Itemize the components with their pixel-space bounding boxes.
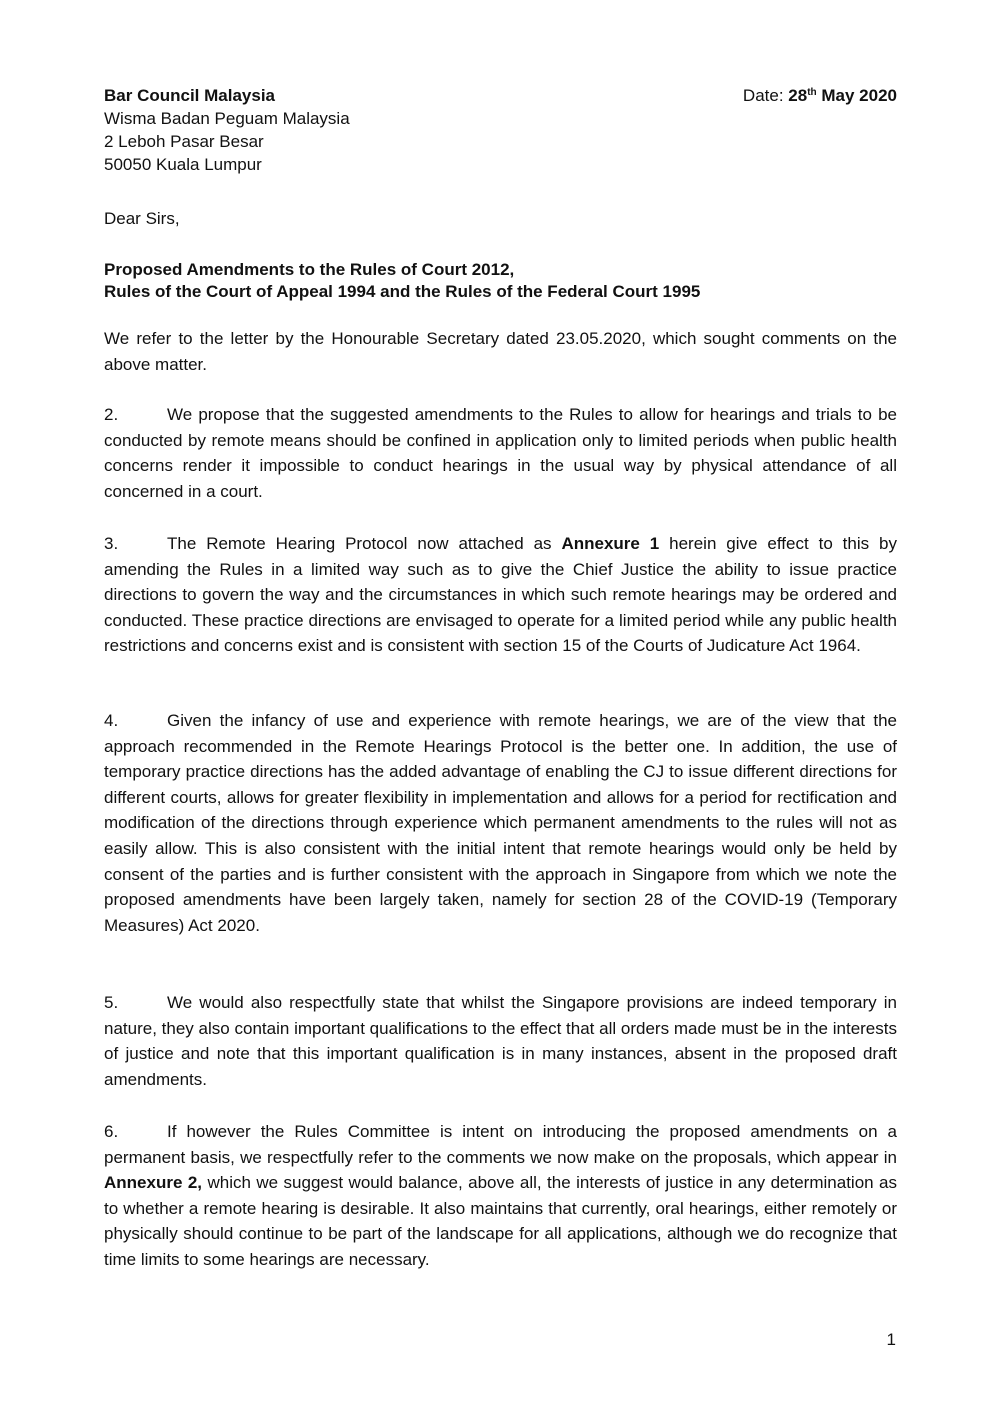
annexure-1-reference: Annexure 1: [561, 534, 660, 553]
paragraph-text: We propose that the suggested amendments to the Rules to allow for hearings and trials to be conducted by remote means should be confined in application only to limited periods when public health concerns render it impossible to conduct hearings in the usual way by physical attendance of all concerned in a court.: [104, 405, 897, 501]
paragraph-1: We refer to the letter by the Honourable Secretary dated 23.05.2020, which sought comments on the above matter.: [104, 329, 897, 374]
annexure-2-reference: Annexure 2,: [104, 1173, 203, 1193]
address-line-2: 2 Leboh Pasar Besar: [104, 132, 264, 151]
paragraph-5: [104, 990, 897, 1092]
subject-line-2: Rules of the Court of Appeal 1994 and the Rules of the Federal Court 1995: [104, 282, 701, 301]
letter-date: [743, 84, 897, 107]
date-day: 28: [788, 86, 808, 105]
subject-line-1: Proposed Amendments to the Rules of Court 2012,: [104, 260, 515, 279]
paragraph-3: [104, 531, 897, 659]
paragraph-text-start: The Remote Hearing Protocol now attached as: [167, 534, 562, 553]
date-suffix: th: [807, 87, 817, 98]
paragraph-number: 2.: [104, 405, 119, 424]
sender-address: [104, 84, 350, 176]
paragraph-2: [104, 402, 897, 504]
paragraph-number: 4.: [104, 711, 119, 730]
address-line-1: Wisma Badan Peguam Malaysia: [104, 109, 350, 128]
date-label: Date:: [742, 86, 789, 105]
paragraph-number: 6.: [104, 1122, 119, 1141]
subject-heading: [104, 259, 904, 303]
paragraph-text-start: If however the Rules Committee is intent on introducing the proposed amendments on a permanent basis, we respectfully refer to the comments we now make on the proposals, which appear in: [104, 1122, 897, 1167]
paragraph-text: Given the infancy of use and experience with remote hearings, we are of the view that the approach recommended in the Remote Hearings Protocol is the better one. In addition, the use of temporary practice directions has the added advantage of enabling the CJ to issue different directions for different courts, allows for greater flexibility in implementation and allows for a period for rectification and modification of the directions through experience which permanent amendments to the rules will not as easily allow. This is also consistent with the initial intent that remote hearings would only be held by consent of the parties and is further consistent with the approach in Singapore from which we note the proposed amendments have been largely taken, namely for section 28 of the COVID-19 (Temporary Measures) Act 2020.: [104, 711, 897, 935]
date-month-year: May 2020: [816, 86, 897, 105]
paragraph-4: [104, 708, 897, 938]
paragraph-text-end: herein give effect to this by amending the Rules in a limited way such as to give the Chief Justice the ability to issue practice directions to govern the way and the circumstances in which such remote hearings may be ordered and conducted. These practice directions are envisaged to operate for a limited period while any public health restrictions and concerns exist and is consistent with section 15 of the Courts of Judicature Act 1964.: [104, 534, 897, 656]
paragraph-6: [104, 1119, 897, 1273]
page-number: 1: [886, 1330, 896, 1349]
address-line-3: 50050 Kuala Lumpur: [104, 155, 262, 174]
salutation: Dear Sirs,: [104, 209, 180, 228]
paragraph-text-end: which we suggest would balance, above all, the interests of justice in any determination as to whether a remote hearing is desirable. It also maintains that currently, oral hearings, either remotely or physically should continue to be part of the landscape for all applications, although we do recognize that time limits to some hearings are necessary.: [104, 1173, 897, 1269]
paragraph-number: 3.: [104, 534, 119, 553]
sender-name: Bar Council Malaysia: [104, 86, 276, 105]
paragraph-text: We would also respectfully state that whilst the Singapore provisions are indeed temporary in nature, they also contain important qualifications to the effect that all orders made must be in the interests of justice and note that this important qualification is in many instances, absent in the proposed draft amendments.: [104, 993, 897, 1089]
paragraph-number: 5.: [104, 993, 119, 1012]
